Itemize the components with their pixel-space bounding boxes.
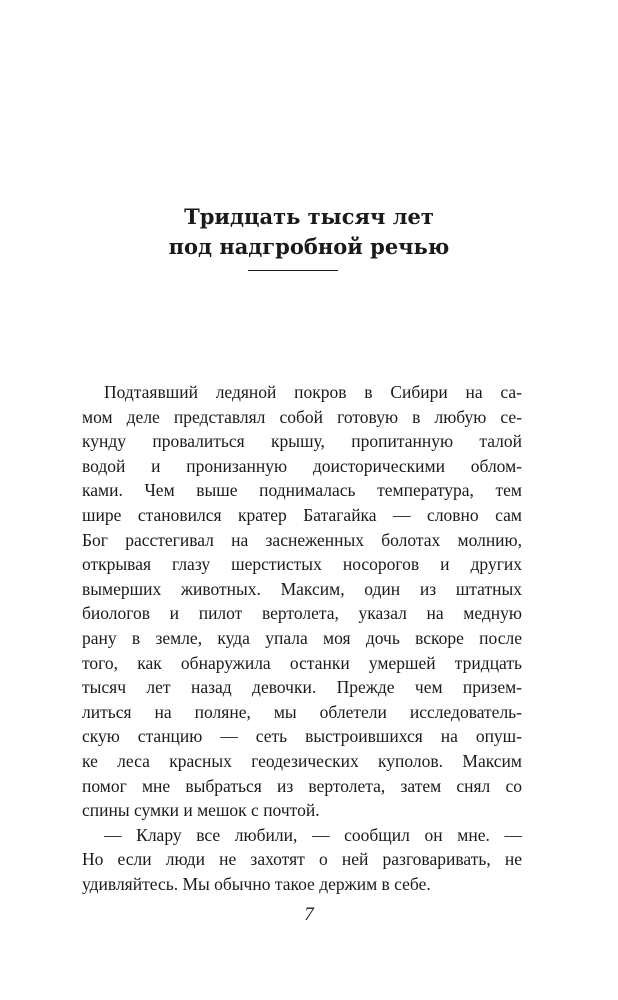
dialogue-line: удивляйтесь. Мы обычно такое держим в себе. [82, 873, 431, 894]
paragraph-line: тысяч лет назад девочки. Прежде чем призем- [82, 677, 522, 698]
paragraph-line: литься на поляне, мы облетели исследователь- [82, 701, 522, 722]
dialogue-line: — Клару все любили, — сообщил он мне. — [104, 824, 522, 845]
dialogue-line: Но если люди не захотят о ней разговаривать, не [82, 849, 522, 870]
paragraph-line: вымерших животных. Максим, один из штатных [82, 578, 522, 599]
paragraph-line: помог мне выбраться из вертолета, затем снял со [82, 775, 522, 796]
paragraph-line: шире становился кратер Батагайка — словно сам [82, 504, 522, 525]
paragraph-line: открывая глазу шерстистых носорогов и других [82, 554, 522, 575]
chapter-title-line-1: Тридцать тысяч лет [184, 204, 434, 229]
paragraph-line: того, как обнаружила останки умершей тридцать [82, 652, 522, 673]
paragraph-line: ке леса красных геодезических куполов. Максим [82, 750, 522, 771]
paragraph-line: рану в земле, куда упала моя дочь вскоре после [82, 627, 522, 648]
title-divider [248, 270, 338, 271]
paragraph-line: водой и пронизанную доисторическими облом- [82, 455, 522, 476]
paragraph-line: ками. Чем выше поднималась температура, тем [82, 480, 522, 501]
body-text [82, 380, 522, 896]
paragraph-line: Бог расстегивал на заснеженных болотах молнию, [82, 529, 522, 550]
paragraph-line: кунду провалиться крышу, пропитанную талой [82, 431, 522, 452]
paragraph-line: скую станцию — сеть выстроившихся на опуш- [82, 726, 522, 747]
chapter-title-line-2: под надгробной речью [168, 234, 450, 259]
paragraph-line: Подтаявший ледяной покров в Сибири на са- [104, 382, 522, 402]
paragraph-line: мом деле представлял собой готовую в любую се- [82, 406, 522, 427]
paragraph-line: биологов и пилот вертолета, указал на медную [82, 603, 522, 624]
page-number: 7 [304, 904, 314, 925]
paragraph-line: спины сумки и мешок с почтой. [82, 800, 320, 821]
